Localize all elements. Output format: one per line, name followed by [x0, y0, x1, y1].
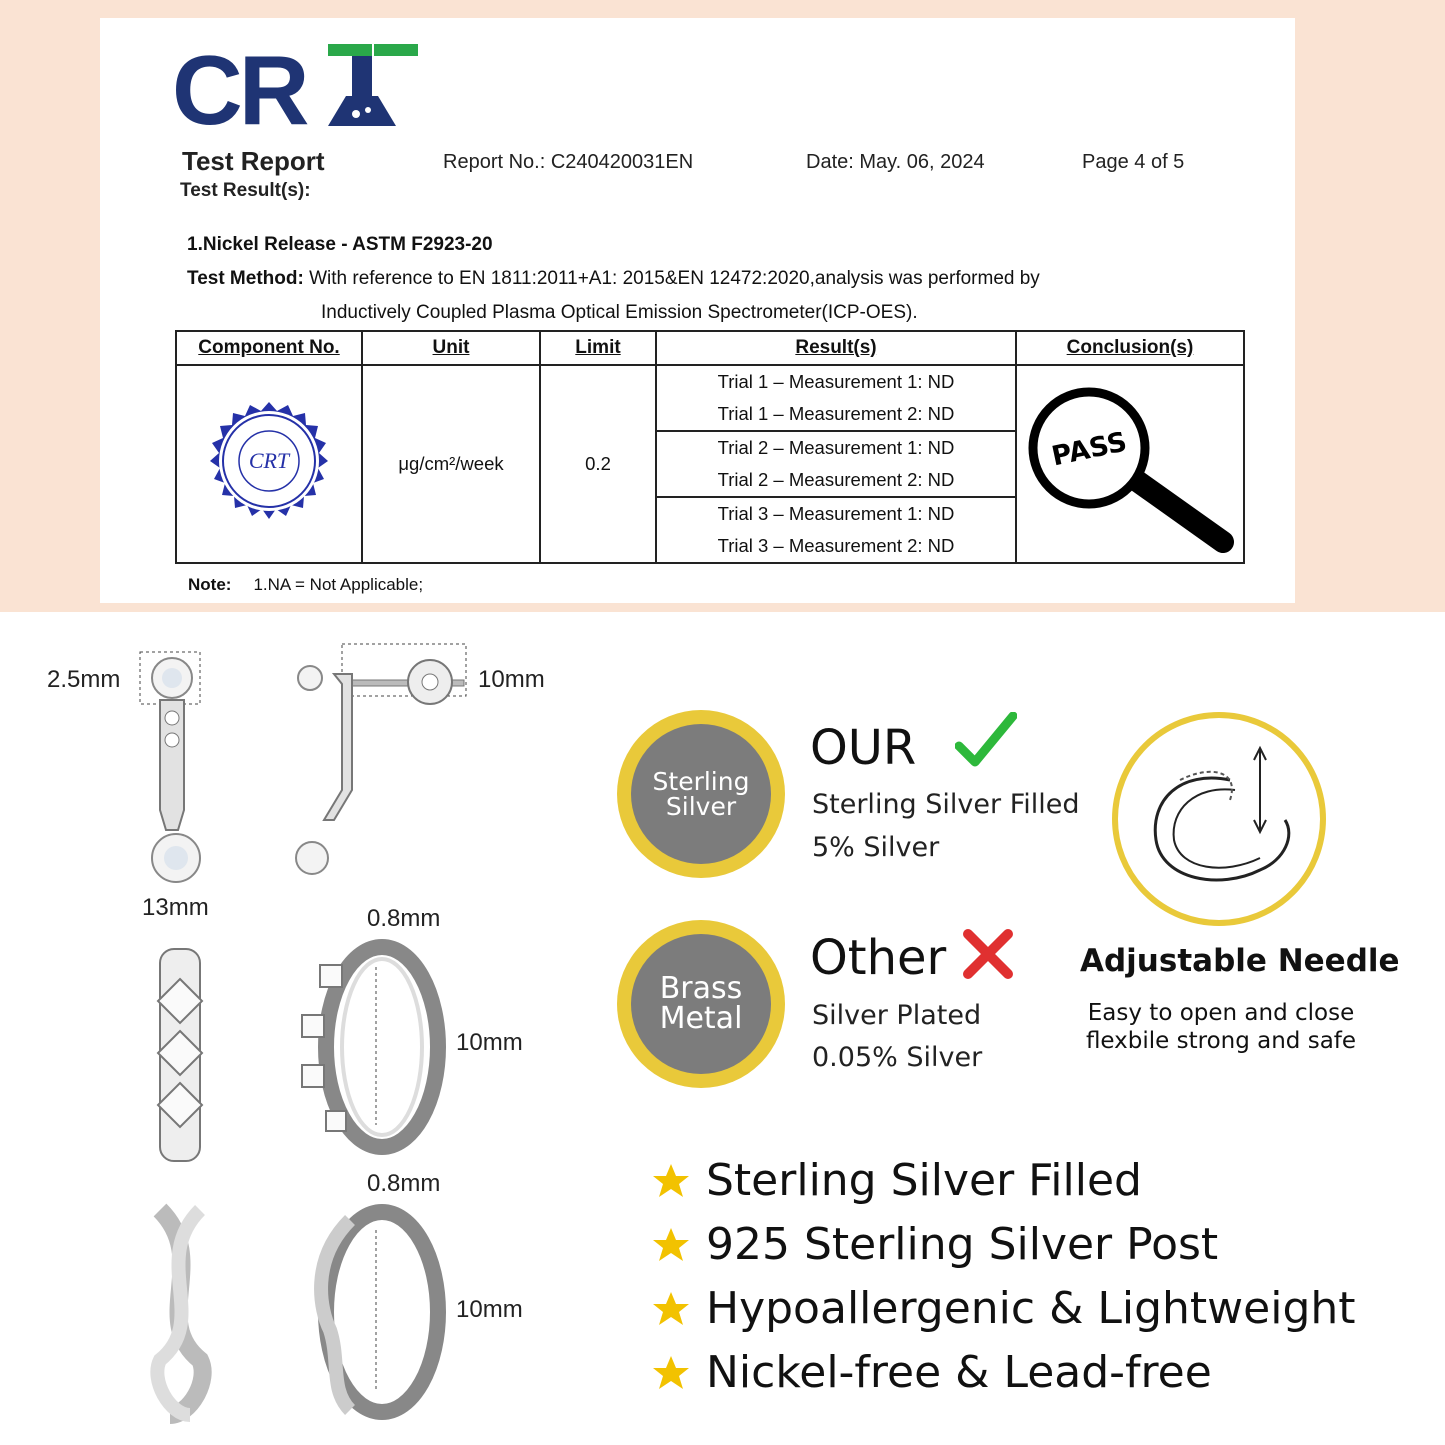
seal-text: CRT: [248, 447, 290, 473]
conclusion-cell: [1016, 365, 1244, 563]
crt-logo: [172, 40, 422, 132]
hoop-side-image: [290, 935, 450, 1160]
stud-front-image: [130, 640, 230, 900]
result-cell: Trial 3 – Measurement 2: ND: [656, 530, 1016, 563]
result-cell: Trial 3 – Measurement 1: ND: [656, 497, 1016, 530]
dim-stud-length: 13mm: [142, 894, 209, 921]
other-line2: 0.05% Silver: [812, 1042, 983, 1073]
ours-heading: OUR: [810, 720, 917, 776]
cross-icon: [960, 926, 1016, 982]
feature-text: Nickel-free & Lead-free: [706, 1347, 1212, 1398]
brass-metal-badge: [617, 920, 785, 1088]
adjustable-needle-icon: [1110, 710, 1328, 928]
note-label: Note:: [188, 575, 232, 594]
dim-stud-top: 2.5mm: [47, 666, 121, 693]
twist-front-image: [140, 1200, 220, 1425]
col-limit: Limit: [540, 331, 656, 365]
col-results: Result(s): [656, 331, 1016, 365]
twist-side-image: [290, 1200, 450, 1425]
other-line1: Silver Plated: [812, 1000, 982, 1031]
seal-cell: [176, 365, 362, 563]
other-heading: Other: [810, 930, 947, 986]
badge-line: Brass: [659, 971, 743, 1006]
test-method: [187, 268, 1040, 290]
feature-text: Hypoallergenic & Lightweight: [706, 1283, 1356, 1334]
needle-title: Adjustable Needle: [1080, 943, 1400, 979]
report-title: Test Report: [182, 146, 325, 176]
feature-text: 925 Sterling Silver Post: [706, 1219, 1219, 1270]
table-row: [176, 365, 1244, 398]
result-cell: Trial 2 – Measurement 1: ND: [656, 431, 1016, 464]
result-cell: Trial 1 – Measurement 1: ND: [656, 365, 1016, 398]
star-icon: [652, 1355, 690, 1391]
method-label: Test Method:: [187, 268, 304, 289]
results-label: Test Result(s):: [180, 180, 311, 201]
col-component: Component No.: [176, 331, 362, 365]
dim-hoop1-thickness: 0.8mm: [367, 905, 441, 932]
result-cell: Trial 2 – Measurement 2: ND: [656, 464, 1016, 497]
star-icon: [652, 1291, 690, 1327]
report-date: Date: May. 06, 2024: [806, 151, 985, 173]
badge-line: Sterling: [652, 767, 750, 796]
result-cell: Trial 1 – Measurement 2: ND: [656, 398, 1016, 431]
feature-item: [652, 1347, 1212, 1398]
pass-magnifier-icon: [1027, 366, 1243, 562]
feature-item: [652, 1219, 1218, 1270]
company-seal-icon: [194, 387, 344, 537]
method-text-2: Inductively Coupled Plasma Optical Emission Spectrometer(ICP-OES).: [321, 302, 918, 323]
badge-line: Silver: [665, 792, 737, 821]
dim-stud-side: 10mm: [478, 666, 545, 693]
report-note: [188, 575, 423, 595]
report-page: Page 4 of 5: [1082, 151, 1185, 173]
needle-desc-line: Easy to open and close: [1087, 1000, 1355, 1026]
dim-hoop2-diameter: 10mm: [456, 1296, 523, 1323]
hoop-front-image: [140, 945, 220, 1165]
stud-side-image: [290, 640, 480, 900]
note-text: 1.NA = Not Applicable;: [253, 575, 424, 594]
ours-line1: Sterling Silver Filled: [812, 789, 1080, 820]
needle-desc-line: flexbile strong and safe: [1085, 1027, 1357, 1054]
col-conclusion: Conclusion(s): [1016, 331, 1244, 365]
svg-text:CR: CR: [172, 40, 306, 132]
col-unit: Unit: [362, 331, 540, 365]
dim-hoop1-diameter: 10mm: [456, 1029, 523, 1056]
star-icon: [652, 1163, 690, 1199]
table-header-row: [176, 331, 1244, 365]
report-number: Report No.: C240420031EN: [443, 151, 694, 173]
feature-item: [652, 1283, 1356, 1334]
unit-cell: μg/cm²/week: [362, 365, 540, 563]
ours-line2: 5% Silver: [812, 832, 940, 863]
limit-cell: 0.2: [540, 365, 656, 563]
dim-hoop2-thickness: 0.8mm: [367, 1170, 441, 1197]
results-table: [175, 330, 1245, 564]
check-icon: [955, 712, 1017, 768]
section-title: 1.Nickel Release - ASTM F2923-20: [187, 234, 493, 255]
feature-item: [652, 1155, 1142, 1206]
star-icon: [652, 1227, 690, 1263]
method-text: With reference to EN 1811:2011+A1: 2015&EN 12472:2020,analysis was performed by: [309, 268, 1040, 289]
sterling-silver-badge: [617, 710, 785, 878]
badge-line: Metal: [659, 1001, 743, 1036]
conclusion-text: PASS: [1048, 426, 1130, 473]
needle-description: [1080, 1000, 1362, 1055]
feature-text: Sterling Silver Filled: [706, 1155, 1142, 1206]
test-report: [100, 18, 1295, 603]
